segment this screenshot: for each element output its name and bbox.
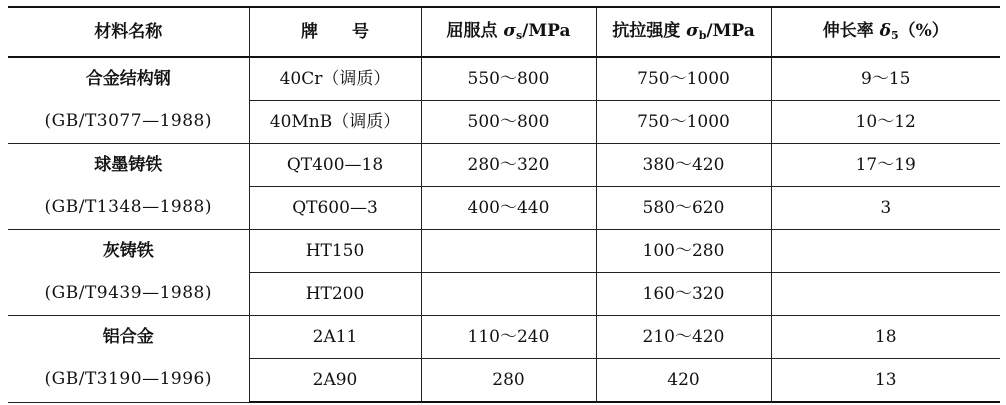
elongation-cell: 13: [771, 359, 1000, 403]
tensile-cell: 420: [596, 359, 771, 403]
yield-cell: [421, 230, 596, 273]
material-group-cell: [8, 57, 249, 144]
material-name: 球墨铸铁: [94, 155, 163, 175]
material-standard: (GB/T1348—1988): [44, 197, 212, 217]
header-yield-symbol: σ: [503, 21, 516, 41]
tensile-cell: 580～620: [596, 187, 771, 230]
tensile-cell: 380～420: [596, 144, 771, 187]
material-standard: (GB/T3077—1988): [44, 111, 212, 131]
table-row: [8, 144, 1000, 187]
grade-cell: HT150: [249, 230, 421, 273]
yield-cell: [421, 273, 596, 316]
header-tensile-sub: b: [698, 29, 707, 42]
yield-cell: 550～800: [421, 57, 596, 101]
table-row: [8, 316, 1000, 359]
material-name: 铝合金: [102, 327, 154, 348]
header-elong-symbol: δ: [879, 21, 891, 41]
header-tensile-prefix: 抗拉强度: [612, 21, 687, 41]
elongation-cell: [771, 230, 1000, 273]
header-elong-sub: 5: [890, 29, 899, 42]
yield-cell: 280～320: [421, 144, 596, 187]
elongation-cell: 3: [771, 187, 1000, 230]
header-tensile: [596, 7, 771, 57]
elongation-cell: 17～19: [771, 144, 1000, 187]
grade-cell: QT600—3: [249, 187, 421, 230]
header-yield: [421, 7, 596, 57]
tensile-cell: 750～1000: [596, 101, 771, 144]
material-standard: (GB/T9439—1988): [44, 283, 212, 303]
tensile-cell: 210～420: [596, 316, 771, 359]
grade-cell: HT200: [249, 273, 421, 316]
material-group-cell: [8, 144, 249, 230]
grade-cell: 40Cr（调质）: [249, 57, 421, 101]
table-row: [8, 57, 1000, 101]
elongation-cell: 10～12: [771, 101, 1000, 144]
grade-cell: 40MnB（调质）: [249, 101, 421, 144]
header-elong-prefix: 伸长率: [822, 21, 880, 41]
header-tensile-symbol: σ: [686, 21, 699, 41]
material-name: 合金结构钢: [85, 69, 171, 89]
material-name: 灰铸铁: [102, 241, 154, 261]
header-material: 材料名称: [8, 7, 249, 57]
header-elongation: [771, 7, 1000, 57]
header-yield-unit: /MPa: [522, 21, 571, 41]
material-properties-table: [8, 6, 1000, 403]
yield-cell: 500～800: [421, 101, 596, 144]
yield-cell: 280: [421, 359, 596, 403]
header-elong-unit: （%）: [898, 21, 949, 41]
elongation-cell: 18: [771, 316, 1000, 359]
header-grade: 牌 号: [249, 7, 421, 57]
header-tensile-unit: /MPa: [706, 21, 755, 41]
tensile-cell: 100～280: [596, 230, 771, 273]
table-row: [8, 230, 1000, 273]
yield-cell: 110～240: [421, 316, 596, 359]
grade-cell: 2A90: [249, 359, 421, 403]
material-group-cell: [8, 230, 249, 316]
grade-cell: 2A11: [249, 316, 421, 359]
tensile-cell: 750～1000: [596, 57, 771, 101]
elongation-cell: 9～15: [771, 57, 1000, 101]
material-standard: (GB/T3190—1996): [44, 369, 212, 390]
elongation-cell: [771, 273, 1000, 316]
tensile-cell: 160～320: [596, 273, 771, 316]
table-header-row: [8, 7, 1000, 57]
header-yield-prefix: 屈服点: [446, 21, 504, 41]
yield-cell: 400～440: [421, 187, 596, 230]
material-group-cell: [8, 316, 249, 403]
grade-cell: QT400—18: [249, 144, 421, 187]
header-yield-sub: s: [515, 29, 523, 42]
